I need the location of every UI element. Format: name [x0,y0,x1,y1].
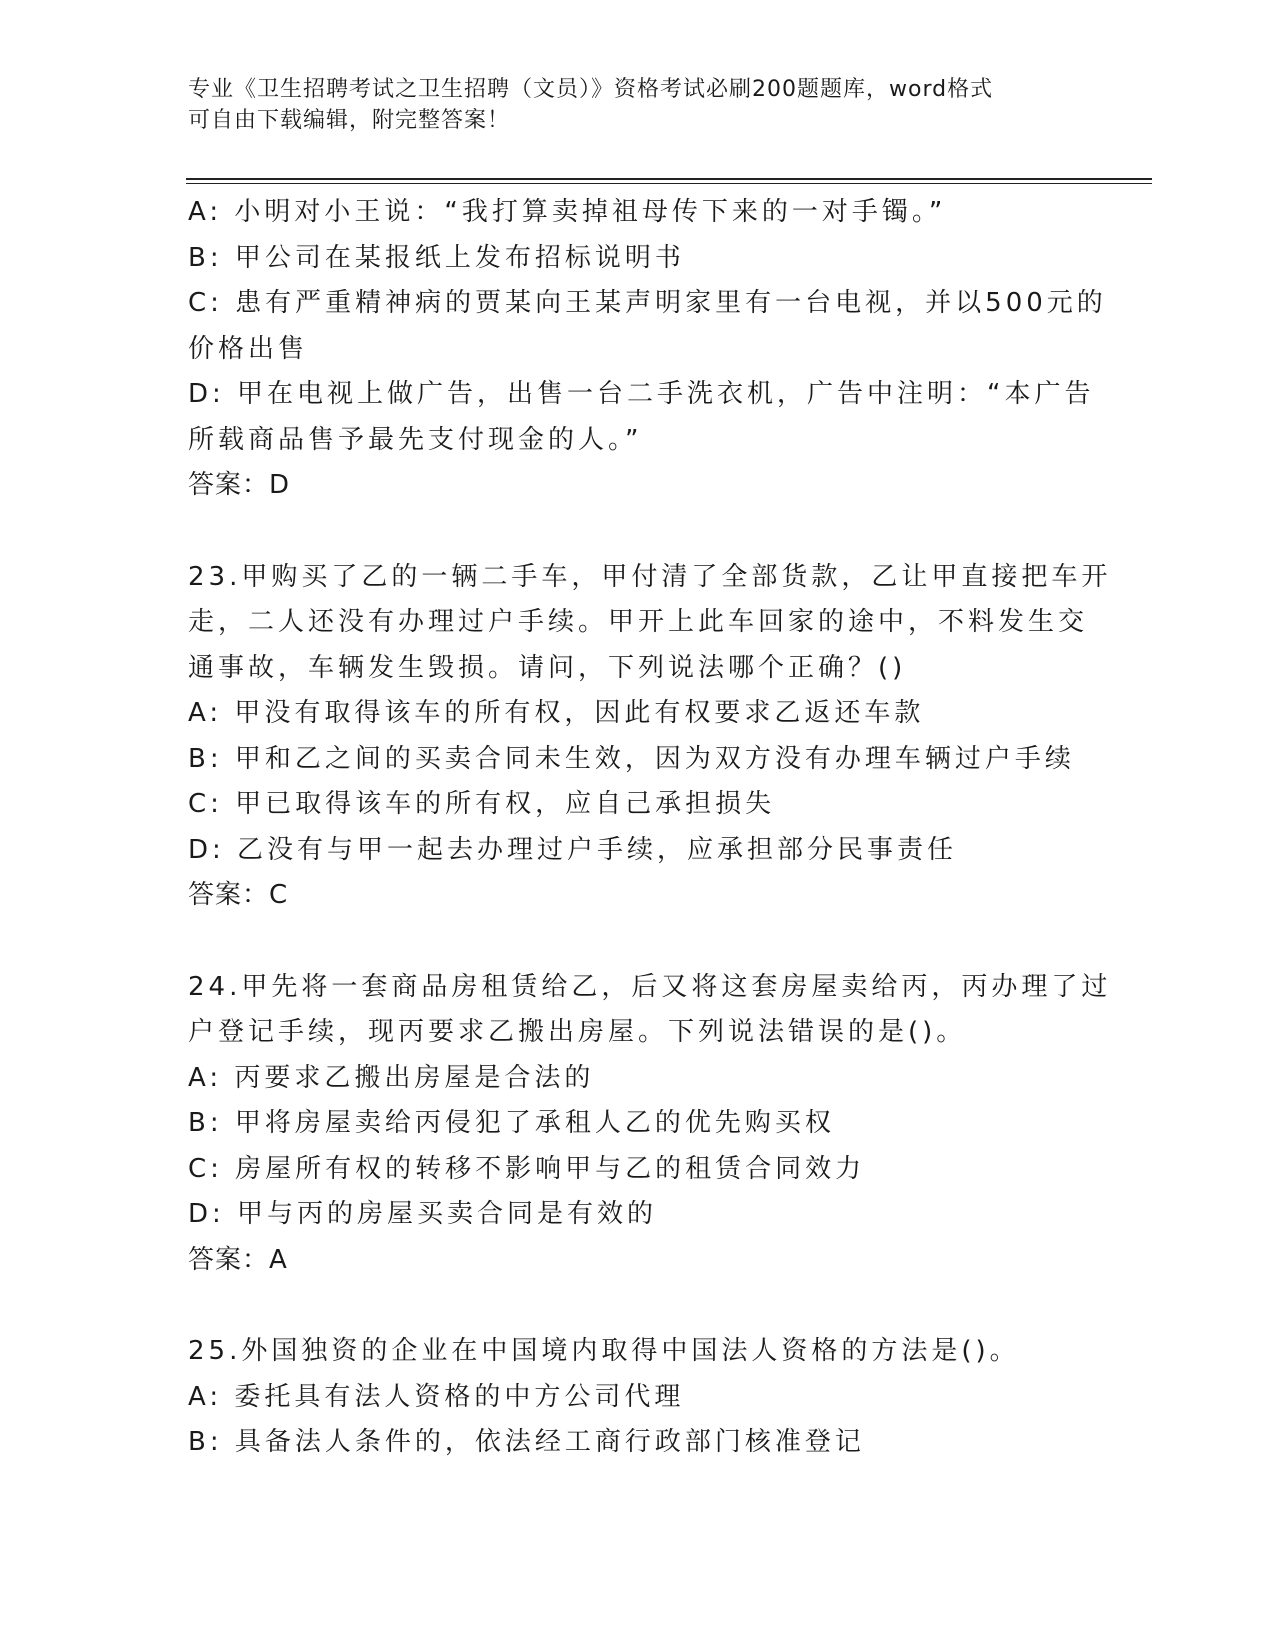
question-stem-continued: 户登记手续，现丙要求乙搬出房屋。下列说法错误的是()。 [188,1017,967,1047]
header-rule-thick [186,178,1152,180]
option-b: B: 具备法人条件的，依法经工商行政部门核准登记 [188,1427,865,1457]
header-line-1: 专业《卫生招聘考试之卫生招聘（文员）》资格考试必刷200题题库，word格式 [188,77,994,102]
option-c: C: 患有严重精神病的贾某向王某声明家里有一台电视，并以500元的 [188,288,1107,318]
question-stem-continued: 通事故，车辆发生毁损。请问，下列说法哪个正确？() [188,652,907,683]
answer: 答案：A [188,1244,288,1275]
option-b: B: 甲和乙之间的买卖合同未生效，因为双方没有办理车辆过户手续 [188,743,1075,774]
option-d: D: 乙没有与甲一起去办理过户手续，应承担部分民事责任 [188,834,958,865]
answer: 答案：C [188,880,289,910]
option-d-continued: 所载商品售予最先支付现金的人。” [188,424,643,455]
question-stem: 25.外国独资的企业在中国境内取得中国法人资格的方法是()。 [188,1336,1020,1366]
question-25 [188,1329,1088,1466]
option-b: B: 甲公司在某报纸上发布招标说明书 [188,242,685,273]
header-rule-thin [186,183,1152,184]
document-header [188,74,1088,136]
question-23 [188,555,1112,919]
option-c: C: 房屋所有权的转移不影响甲与乙的租赁合同效力 [188,1153,866,1184]
option-c: C: 甲已取得该车的所有权，应自己承担损失 [188,789,776,819]
option-a: A: 委托具有法人资格的中方公司代理 [188,1381,685,1412]
question-22 [188,190,1107,509]
option-b: B: 甲将房屋卖给丙侵犯了承租人乙的优先购买权 [188,1108,835,1138]
question-stem: 23.甲购买了乙的一辆二手车，甲付清了全部货款，乙让甲直接把车开 [188,561,1112,592]
header-line-2: 可自由下载编辑，附完整答案！ [188,108,511,133]
answer: 答案：D [188,470,291,500]
question-stem: 24.甲先将一套商品房租赁给乙，后又将这套房屋卖给丙，丙办理了过 [188,971,1112,1002]
question-24 [188,965,1112,1284]
option-c-continued: 价格出售 [188,333,309,364]
question-list [188,190,1112,1466]
option-a: A: 小明对小王说：“我打算卖掉祖母传下来的一对手镯。” [188,197,947,227]
option-d: D: 甲在电视上做广告，出售一台二手洗衣机，广告中注明：“本广告 [188,379,1095,409]
option-a: A: 甲没有取得该车的所有权，因此有权要求乙返还车款 [188,698,925,728]
option-d: D: 甲与丙的房屋买卖合同是有效的 [188,1199,658,1229]
question-stem-continued: 走，二人还没有办理过户手续。甲开上此车回家的途中，不料发生交 [188,607,1089,637]
option-a: A: 丙要求乙搬出房屋是合法的 [188,1062,595,1093]
